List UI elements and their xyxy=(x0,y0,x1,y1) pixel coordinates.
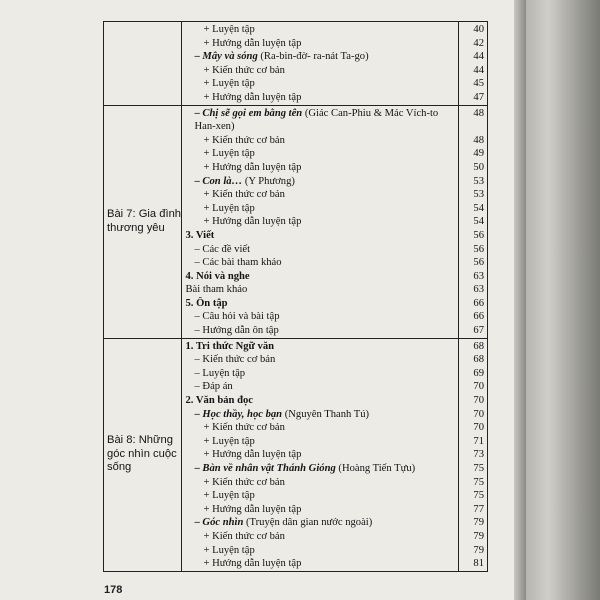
toc-entry xyxy=(182,134,458,148)
toc-entry xyxy=(182,77,458,91)
page-edge-shadow xyxy=(514,0,526,600)
entry-text: + Luyện tập xyxy=(203,202,255,214)
page-ref: 68 xyxy=(473,340,484,352)
page-ref: 42 xyxy=(473,37,484,49)
entry-text: + Hướng dẫn luyện tập xyxy=(203,216,302,228)
page-ref: 45 xyxy=(473,78,484,90)
entry-text: + Hướng dẫn luyện tập xyxy=(203,91,302,103)
toc-entry xyxy=(182,256,458,270)
toc-entry xyxy=(182,503,458,517)
work-title: Bàn về nhân vật Thánh Gióng xyxy=(202,463,336,474)
entry-text: – Các bài tham khảo xyxy=(194,257,282,269)
page-ref: 44 xyxy=(473,64,484,76)
toc-entry xyxy=(182,64,458,78)
toc-entry xyxy=(182,516,458,530)
page-number: 178 xyxy=(104,584,123,596)
entry-text: + Luyện tập xyxy=(203,24,255,35)
book-cover-edge xyxy=(526,0,600,600)
page-ref: 75 xyxy=(473,490,484,502)
entry-text: + Kiến thức cơ bản xyxy=(203,64,285,76)
page-ref: 70 xyxy=(473,381,484,393)
section-heading: 5. Ôn tập xyxy=(185,297,228,309)
toc-entry xyxy=(182,175,458,189)
toc-page-numbers xyxy=(459,338,488,571)
toc-entry xyxy=(182,229,458,243)
page-ref: 63 xyxy=(473,284,484,296)
toc-entry xyxy=(182,340,458,354)
toc-body xyxy=(104,22,488,572)
toc-entry xyxy=(182,37,458,51)
page-ref: 70 xyxy=(473,422,484,434)
entry-dash: – xyxy=(194,107,203,119)
page-ref: 54 xyxy=(473,216,484,228)
toc-entry xyxy=(182,462,458,476)
page-ref: 63 xyxy=(473,270,484,282)
page-ref: 75 xyxy=(473,463,484,474)
page-ref: 66 xyxy=(473,297,484,309)
page-ref: 56 xyxy=(473,229,484,241)
entry-text: + Kiến thức cơ bản xyxy=(203,134,285,146)
work-author: (Hoàng Tiến Tựu) xyxy=(335,463,416,474)
entry-text: + Kiến thức cơ bản xyxy=(203,422,285,434)
page-ref: 56 xyxy=(473,257,484,269)
page-ref: 79 xyxy=(473,544,484,556)
page-ref: 66 xyxy=(473,311,484,323)
toc-section-row xyxy=(104,105,488,338)
page-ref: 50 xyxy=(473,161,484,173)
page-ref: 44 xyxy=(473,51,484,63)
entry-dash: – xyxy=(194,175,203,187)
entry-text: – Kiến thức cơ bản xyxy=(194,354,276,366)
toc-entry xyxy=(182,530,458,544)
toc-entry xyxy=(182,120,458,134)
toc-entry xyxy=(182,283,458,297)
toc-section-row xyxy=(104,22,488,106)
toc-entry xyxy=(182,50,458,64)
toc-entry xyxy=(182,557,458,571)
page-ref: 47 xyxy=(473,91,484,103)
toc-entries xyxy=(182,22,459,106)
entry-text: + Hướng dẫn luyện tập xyxy=(203,558,302,570)
work-title: Học thầy, học bạn xyxy=(202,408,283,420)
toc-entry xyxy=(182,435,458,449)
page-ref: 69 xyxy=(473,367,484,379)
page-ref: 53 xyxy=(473,189,484,201)
toc-entry xyxy=(182,408,458,422)
work-title: Góc nhìn xyxy=(202,517,244,529)
toc-entry xyxy=(182,324,458,338)
page-ref: 54 xyxy=(473,202,484,214)
entry-text: Han-xen) xyxy=(194,121,235,133)
page-ref: 53 xyxy=(473,175,484,187)
entry-text: – Hướng dẫn ôn tập xyxy=(194,325,279,337)
toc-entry xyxy=(182,353,458,367)
toc-entry xyxy=(182,297,458,311)
table-of-contents xyxy=(103,21,488,572)
toc-entry xyxy=(182,91,458,105)
toc-entry xyxy=(182,215,458,229)
toc-entry xyxy=(182,367,458,381)
entry-text: + Kiến thức cơ bản xyxy=(203,476,285,488)
section-heading: 2. Văn bản đọc xyxy=(185,395,253,407)
entry-text: + Luyện tập xyxy=(203,148,255,160)
page-ref xyxy=(459,120,484,134)
entry-dash: – xyxy=(194,51,203,63)
page-ref: 79 xyxy=(473,517,484,529)
page-ref: 70 xyxy=(473,395,484,407)
entry-text: + Kiến thức cơ bản xyxy=(203,530,285,542)
toc-entry xyxy=(182,476,458,490)
page-ref: 68 xyxy=(473,354,484,366)
toc-entry xyxy=(182,421,458,435)
lesson-title: Bài 7: Gia đình thương yêu xyxy=(104,105,182,338)
page-ref: 40 xyxy=(473,24,484,35)
toc-entry xyxy=(182,107,458,121)
entry-text: + Luyện tập xyxy=(203,490,255,502)
page-ref: 73 xyxy=(473,449,484,461)
toc-entry xyxy=(182,310,458,324)
work-author: (Y Phương) xyxy=(242,175,295,187)
toc-entry xyxy=(182,161,458,175)
section-heading: 4. Nói và nghe xyxy=(185,270,250,282)
entry-text: + Hướng dẫn luyện tập xyxy=(203,37,302,49)
toc-entry xyxy=(182,394,458,408)
work-author: (Ra-bin-đờ- ra-nát Ta-go) xyxy=(257,51,369,63)
toc-entry xyxy=(182,448,458,462)
page-ref: 48 xyxy=(473,107,484,119)
work-author: (Nguyên Thanh Tú) xyxy=(282,408,370,420)
page-ref: 49 xyxy=(473,148,484,160)
toc-entry xyxy=(182,270,458,284)
entry-dash: – xyxy=(194,408,203,420)
entry-text: + Luyện tập xyxy=(203,435,255,447)
lesson-title: Bài 8: Những góc nhìn cuộc sống xyxy=(104,338,182,571)
entry-dash: – xyxy=(194,517,203,529)
section-heading: 3. Viết xyxy=(185,229,215,241)
toc-section-row xyxy=(104,338,488,571)
page-ref: 48 xyxy=(473,134,484,146)
toc-page-numbers xyxy=(459,22,488,106)
page-ref: 75 xyxy=(473,476,484,488)
page-ref: 70 xyxy=(473,408,484,420)
toc-entry xyxy=(182,147,458,161)
entry-text: + Luyện tập xyxy=(203,544,255,556)
toc-entry xyxy=(182,380,458,394)
work-title: Con là… xyxy=(202,175,243,187)
entry-text: – Đáp án xyxy=(194,381,233,393)
entry-text: – Luyện tập xyxy=(194,367,246,379)
toc-entry xyxy=(182,243,458,257)
toc-entry xyxy=(182,188,458,202)
section-heading: 1. Tri thức Ngữ văn xyxy=(185,340,275,352)
work-title: Chị sẽ gọi em bằng tên xyxy=(202,107,303,119)
work-author: (Giác Can-Phiu & Mác Vích-to xyxy=(302,107,439,119)
toc-page-numbers xyxy=(459,105,488,338)
toc-entry xyxy=(182,23,458,37)
toc-entry xyxy=(182,202,458,216)
entry-text: – Câu hỏi và bài tập xyxy=(194,311,280,323)
entry-text: Bài tham khảo xyxy=(185,284,248,296)
page-ref: 71 xyxy=(473,435,484,447)
toc-entry xyxy=(182,544,458,558)
page-ref: 81 xyxy=(473,558,484,570)
page-ref: 56 xyxy=(473,243,484,255)
toc-entries xyxy=(182,338,459,571)
entry-text: + Luyện tập xyxy=(203,78,255,90)
page-ref: 79 xyxy=(473,530,484,542)
entry-text: – Các đề viết xyxy=(194,243,251,255)
entry-text: + Hướng dẫn luyện tập xyxy=(203,503,302,515)
toc-entry xyxy=(182,489,458,503)
page-ref: 67 xyxy=(473,325,484,337)
entry-text: + Kiến thức cơ bản xyxy=(203,189,285,201)
toc-entries xyxy=(182,105,459,338)
page-ref: 77 xyxy=(473,503,484,515)
entry-text: + Hướng dẫn luyện tập xyxy=(203,161,302,173)
entry-text: + Hướng dẫn luyện tập xyxy=(203,449,302,461)
lesson-title xyxy=(104,22,182,106)
work-author: (Truyện dân gian nước ngoài) xyxy=(243,517,373,529)
work-title: Mây và sóng xyxy=(202,51,258,63)
entry-dash: – xyxy=(194,463,203,474)
